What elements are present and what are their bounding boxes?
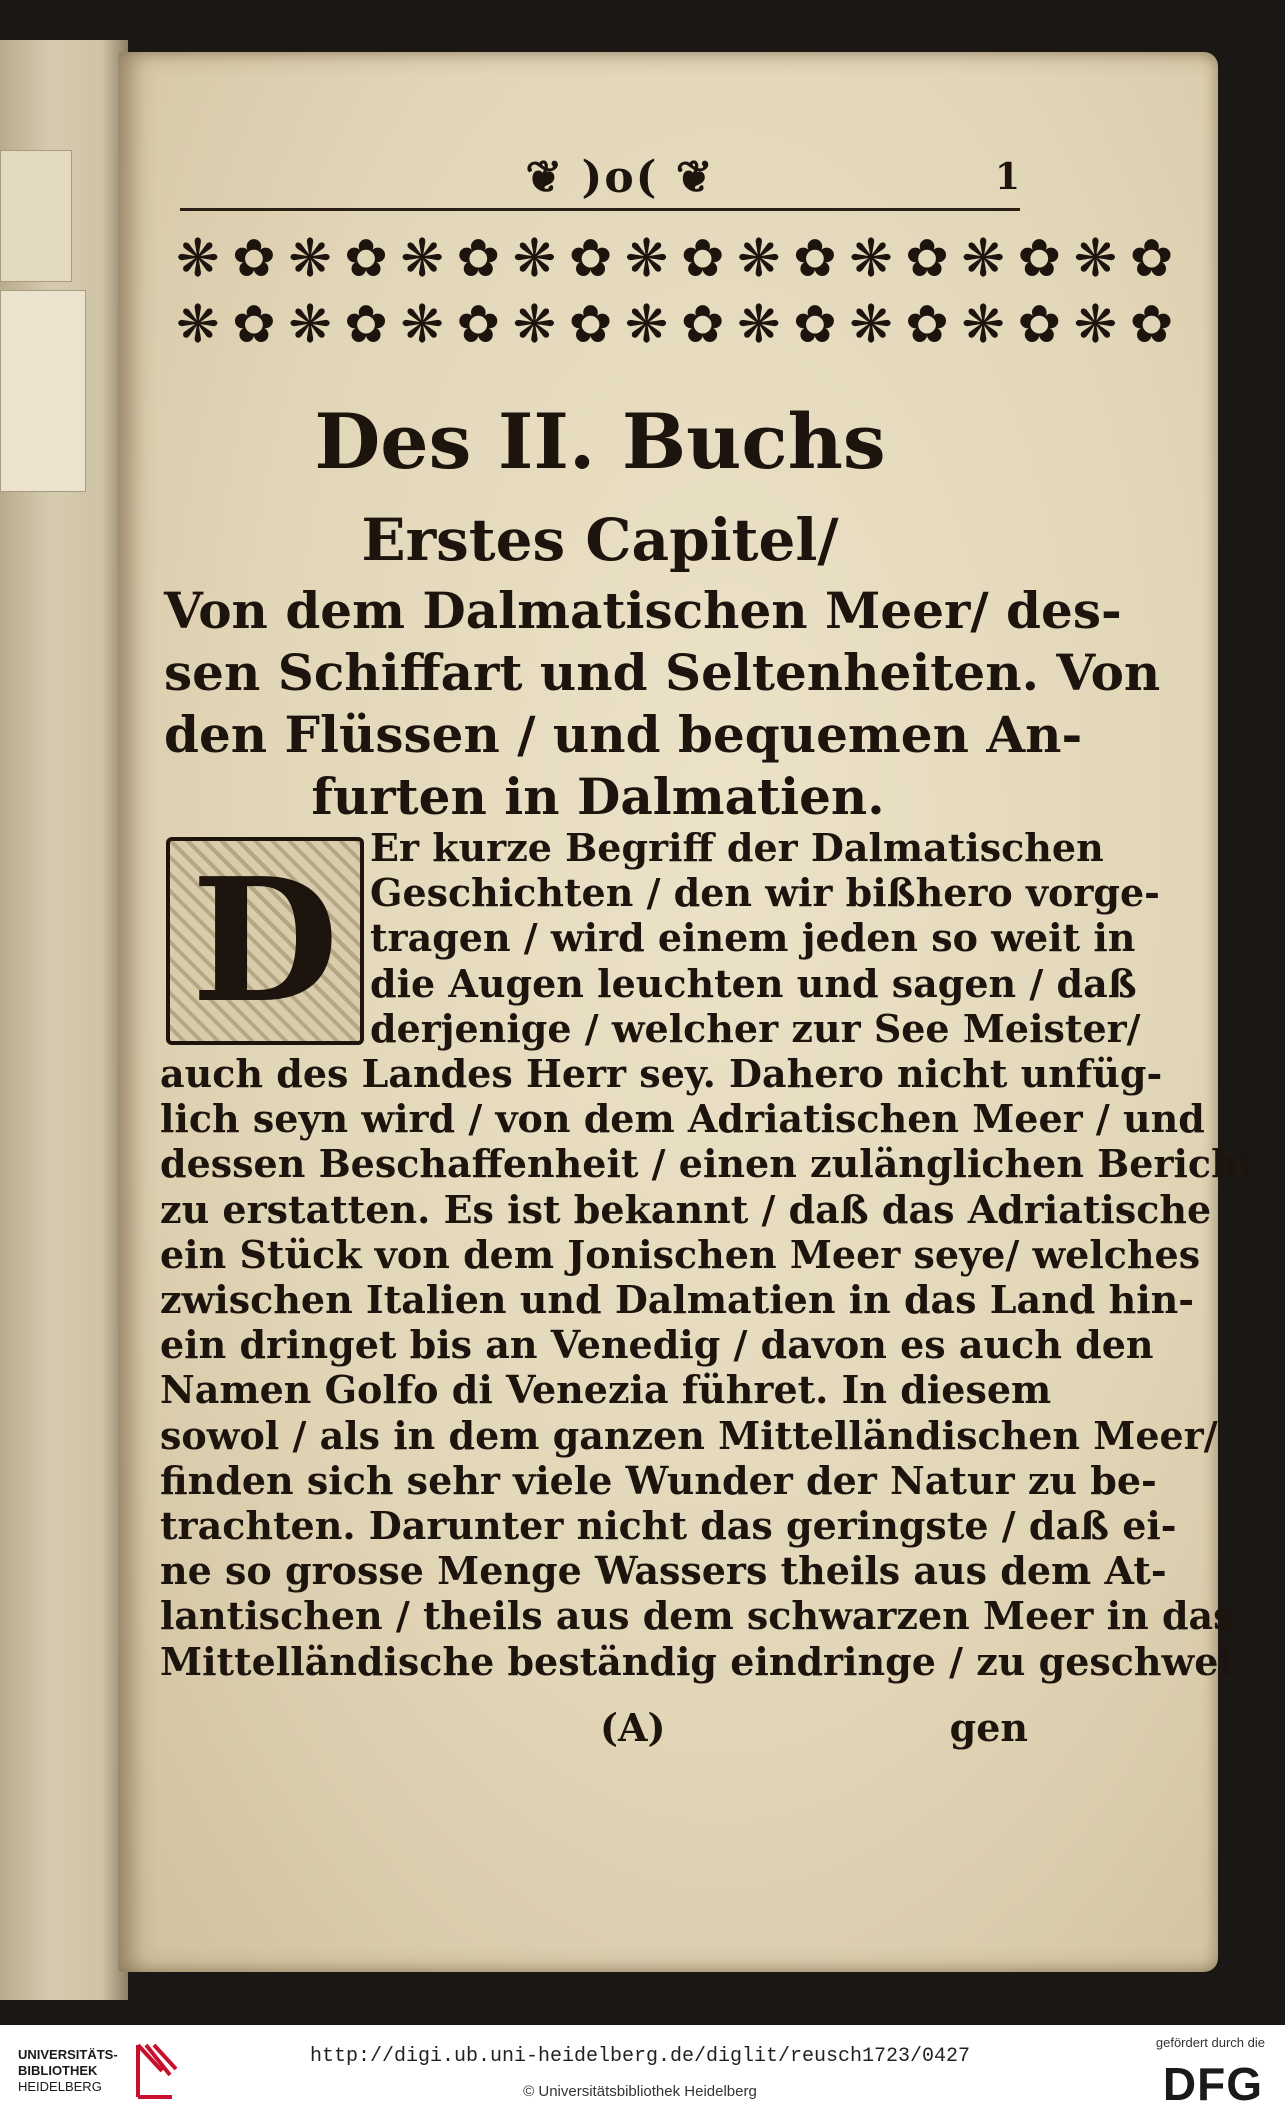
text-line: trachten. Darunter nicht das geringste / daß ei- — [160, 1503, 1177, 1549]
text-line: Mittelländische beständig eindringe / zu geschwei- — [160, 1638, 1249, 1684]
viewer-footer — [0, 2025, 1285, 2118]
text-line: ein dringet bis an Venedig / davon es auch den — [160, 1322, 1154, 1368]
text-line: tragen / wird einem jeden so weit in — [370, 915, 1136, 961]
ornament-band — [176, 226, 1172, 366]
running-head — [180, 150, 1020, 210]
text-line: zwischen Italien und Dalmatien in das Land hin- — [160, 1277, 1195, 1323]
text-line: ne so grosse Menge Wassers theils aus dem At- — [160, 1548, 1167, 1594]
library-name-line: UNIVERSITÄTS- — [18, 2047, 118, 2062]
ornament-row: ❋ ✿ ❋ ✿ ❋ ✿ ❋ ✿ ❋ ✿ ❋ ✿ ❋ ✿ ❋ ✿ ❋ ✿ — [176, 229, 1172, 289]
paper-slip — [0, 290, 86, 492]
subtitle-line: sen Schiffart und Seltenheiten. Von — [164, 643, 1161, 702]
catchword: gen — [949, 1705, 1028, 1750]
chapter-title: Erstes Capitel/ — [361, 506, 839, 574]
book-title: Des II. Buchs — [314, 397, 886, 486]
subtitle-line: furten in Dalmatien. — [311, 767, 885, 826]
subtitle-line: den Flüssen / und bequemen An- — [164, 705, 1083, 764]
dfg-logo[interactable]: DFG — [1162, 2058, 1263, 2110]
library-logo-icon — [132, 2041, 180, 2103]
body-text — [160, 825, 1257, 1684]
ornament-row: ❋ ✿ ❋ ✿ ❋ ✿ ❋ ✿ ❋ ✿ ❋ ✿ ❋ ✿ ❋ ✿ ❋ ✿ — [176, 295, 1172, 355]
text-line: ein Stück von dem Jonischen Meer seye/ welches — [160, 1231, 1201, 1277]
signature-mark: (A) — [600, 1705, 666, 1750]
text-line: sowol / als in dem ganzen Mittelländischen Meer/ — [160, 1412, 1218, 1458]
funding-label: gefördert durch die — [1155, 2035, 1265, 2050]
text-line: Geschichten / den wir bißhero vorge- — [370, 870, 1160, 916]
head-rule — [180, 208, 1020, 211]
text-line: zu erstatten. Es ist bekannt / daß das Adriatische — [160, 1186, 1212, 1232]
text-line: Er kurze Begriff der Dalmatischen — [370, 825, 1104, 870]
chapter-subtitle — [164, 580, 1161, 828]
library-name-line: HEIDELBERG — [18, 2079, 102, 2094]
text-line: Namen Golfo di Venezia führet. In diesem — [160, 1367, 1052, 1413]
text-line: die Augen leuchten und sagen / daß — [370, 960, 1137, 1006]
text-line: lantischen / theils aus dem schwarzen Meer in das — [160, 1593, 1235, 1639]
library-logo[interactable] — [18, 2047, 148, 2095]
page-url-link[interactable]: http://digi.ub.uni-heidelberg.de/diglit/reusch1723/0427 — [309, 2045, 971, 2068]
decorated-initial: D — [166, 837, 364, 1045]
paper-slip — [0, 150, 72, 282]
running-ornament: ❦ )o( ❦ — [525, 152, 715, 203]
page-number: 1 — [994, 156, 1020, 198]
text-line: dessen Beschaffenheit / einen zulänglichen Bericht — [160, 1141, 1257, 1187]
text-line: finden sich sehr viele Wunder der Natur zu be- — [160, 1457, 1157, 1503]
subtitle-line: Von dem Dalmatischen Meer/ des- — [164, 581, 1122, 640]
text-line: auch des Landes Herr sey. Dahero nicht unfüg- — [160, 1051, 1163, 1097]
library-name-line: BIBLIOTHEK — [18, 2063, 98, 2078]
copyright-notice: © Universitätsbibliothek Heidelberg — [523, 2083, 757, 2100]
text-line: lich seyn wird / von dem Adriatischen Meer / und — [160, 1096, 1205, 1142]
signature-line — [160, 1705, 1028, 1755]
text-line: derjenige / welcher zur See Meister/ — [370, 1005, 1141, 1051]
